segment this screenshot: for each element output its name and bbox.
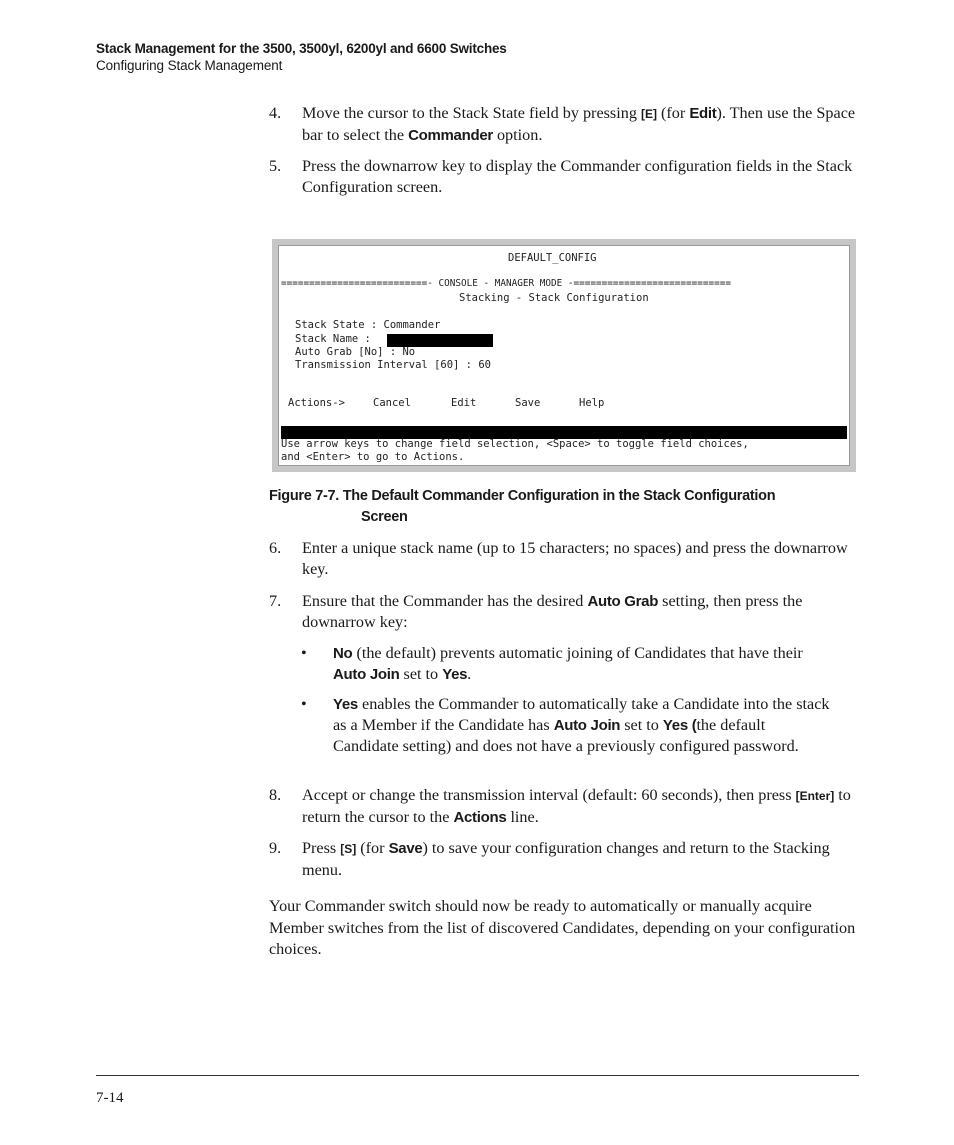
- bullet-no: [301, 643, 831, 685]
- step-4: [269, 103, 859, 146]
- help-line-1: Use arrow keys to change field selection, <Space> to toggle field choices,: [281, 438, 749, 450]
- page-number: 7-14: [96, 1090, 124, 1106]
- figure-caption: [269, 486, 859, 528]
- term-yes: Yes (: [662, 717, 697, 734]
- key-enter: [Enter]: [795, 789, 835, 803]
- step-9: [269, 838, 859, 881]
- step-text: Press the downarrow key to display the Commander configuration fields in the Stack Configuration screen.: [302, 157, 853, 196]
- step-7: [269, 591, 859, 633]
- bullet-dot: •: [301, 644, 307, 662]
- step-text: [302, 103, 859, 146]
- text-run: Press: [302, 839, 341, 857]
- caption-line-2: Screen: [361, 509, 408, 525]
- text-run: Ensure that the Commander has the desired: [302, 592, 588, 610]
- step-number: 8.: [269, 786, 282, 804]
- field-stack-name: Stack Name :: [295, 333, 371, 345]
- term-auto-join: Auto Join: [553, 717, 621, 734]
- step-text: Enter a unique stack name (up to 15 characters; no spaces) and press the downarrow key.: [302, 539, 848, 578]
- header-subtitle: Configuring Stack Management: [96, 58, 283, 73]
- bullet-yes: [301, 694, 831, 756]
- term-no: No: [333, 645, 353, 662]
- console-screen: [278, 245, 850, 466]
- text-run: (for: [656, 104, 690, 122]
- step-text: [302, 785, 859, 828]
- bullet-text: [333, 694, 831, 756]
- action-help: Help: [579, 397, 605, 409]
- text-run: to return the cursor to the: [302, 786, 851, 826]
- closing-paragraph: Your Commander switch should now be ready to automatically or manually acquire Member switches from the list of discovered Candidates, depending on your configuration choices.: [269, 897, 856, 958]
- screen-subtitle: Stacking - Stack Configuration: [459, 292, 649, 304]
- term-auto-join: Auto Join: [333, 666, 400, 683]
- text-run: set to: [399, 665, 443, 683]
- caption-line-1: Figure 7-7. The Default Commander Configuration in the Stack Configuration: [269, 488, 776, 504]
- step-8: [269, 785, 859, 828]
- term-edit: Edit: [689, 105, 717, 122]
- bullet-text: [333, 643, 831, 685]
- step-number: 6.: [269, 539, 282, 557]
- text-run: .: [467, 665, 472, 683]
- step-text: [302, 838, 859, 881]
- text-run: Accept or change the transmission interval (default: 60 seconds), then press: [302, 786, 796, 804]
- step-6: [269, 538, 859, 580]
- header-title: Stack Management for the 3500, 3500yl, 6200yl and 6600 Switches: [96, 41, 507, 56]
- action-cancel: Cancel: [373, 397, 411, 409]
- console-screenshot-figure: [272, 239, 856, 472]
- action-edit: Edit: [451, 397, 477, 409]
- step-5: [269, 156, 859, 198]
- field-stack-state: Stack State : Commander: [295, 319, 441, 331]
- step-number: 5.: [269, 157, 282, 175]
- text-run: option.: [492, 126, 543, 144]
- term-commander: Commander: [408, 127, 493, 144]
- term-actions: Actions: [453, 809, 507, 826]
- text-run: set to: [620, 716, 663, 734]
- text-run: setting, then press the downarrow key:: [302, 592, 803, 631]
- screen-title: DEFAULT_CONFIG: [508, 252, 597, 264]
- field-auto-grab: Auto Grab [No] : No: [295, 346, 416, 358]
- text-run: Move the cursor to the Stack State field by pressing: [302, 104, 641, 122]
- bullet-dot: •: [301, 695, 307, 713]
- actions-label: Actions->: [288, 397, 345, 409]
- key-e: [E]: [640, 107, 657, 121]
- step-number: 4.: [269, 104, 282, 122]
- text-run: (the default) prevents automatic joining of Candidates that have their: [352, 644, 803, 662]
- text-run: line.: [506, 808, 539, 826]
- term-yes: Yes: [442, 666, 468, 683]
- text-run: ) to save your configuration changes and return to the Stacking menu.: [302, 839, 830, 879]
- help-line-2: and <Enter> to go to Actions.: [281, 451, 465, 463]
- action-save: Save: [515, 397, 541, 409]
- key-s: [S]: [340, 842, 357, 856]
- text-run: enables the Commander to automatically take a Candidate into the stack as a Member if the Candidate has: [333, 695, 830, 734]
- footer-rule: [96, 1075, 859, 1076]
- text-run: (for: [356, 839, 389, 857]
- text-run: ). Then use the Space bar to select the: [302, 104, 856, 144]
- field-transmission-interval: Transmission Interval [60] : 60: [295, 359, 491, 371]
- term-auto-grab: Auto Grab: [587, 593, 659, 610]
- term-save: Save: [388, 840, 423, 857]
- step-number: 7.: [269, 592, 282, 610]
- step-number: 9.: [269, 839, 282, 857]
- running-header: [96, 41, 507, 73]
- step-text: [302, 591, 859, 633]
- term-yes: Yes: [333, 696, 358, 713]
- text-run: the default Candidate setting) and does not have a previously configured password.: [333, 716, 799, 755]
- screen-mode-line: ==========================- CONSOLE - MANAGER MODE -============================: [281, 278, 732, 289]
